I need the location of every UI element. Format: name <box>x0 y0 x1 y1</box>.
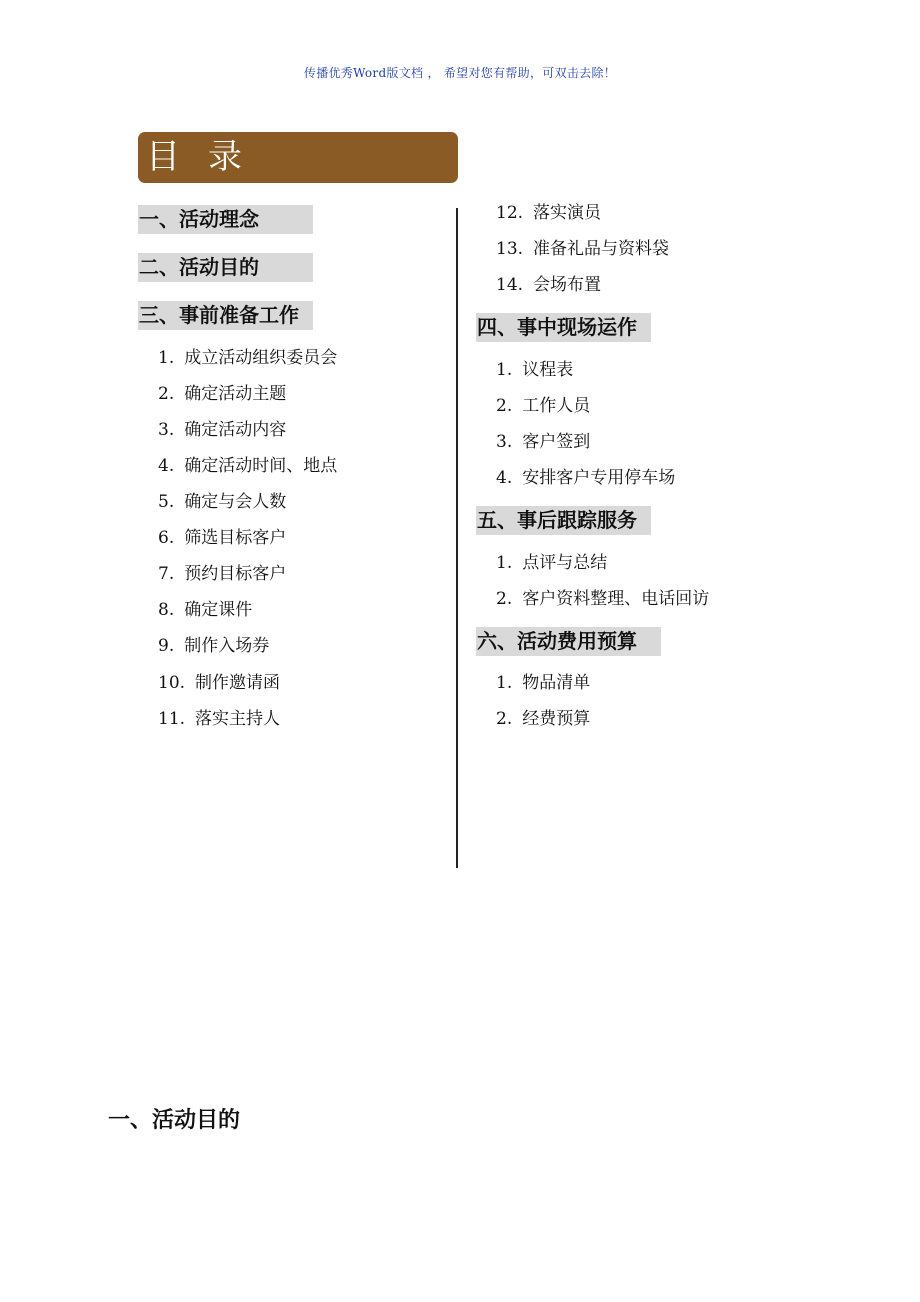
item-text: 客户签到 <box>522 432 591 452</box>
item-number: 7. <box>158 564 175 584</box>
item-number: 2. <box>496 709 513 729</box>
toc-banner <box>138 132 458 183</box>
item-number: 9. <box>158 636 175 656</box>
column-divider <box>456 208 458 868</box>
toc-item-6-2[interactable] <box>496 708 590 730</box>
toc-section-3[interactable]: 三、事前准备工作 <box>138 301 313 330</box>
item-number: 1. <box>496 553 513 573</box>
toc-item-3-4[interactable] <box>158 455 337 477</box>
toc-title: 目录 <box>146 137 270 177</box>
item-number: 1. <box>496 673 513 693</box>
toc-item-3-9[interactable] <box>158 635 269 657</box>
toc-item-3-8[interactable] <box>158 599 252 621</box>
toc-item-4-4[interactable] <box>496 467 675 489</box>
toc-item-4-2[interactable] <box>496 395 590 417</box>
toc-item-6-1[interactable] <box>496 672 590 694</box>
item-number: 13. <box>496 239 524 259</box>
toc-section-4[interactable]: 四、事中现场运作 <box>476 313 651 342</box>
item-text: 会场布置 <box>533 275 602 295</box>
item-number: 1. <box>158 348 175 368</box>
toc-section-5[interactable]: 五、事后跟踪服务 <box>476 506 651 535</box>
item-text: 安排客户专用停车场 <box>522 468 676 488</box>
item-text: 确定课件 <box>184 600 253 620</box>
item-number: 2. <box>496 396 513 416</box>
item-number: 14. <box>496 275 524 295</box>
item-text: 落实演员 <box>533 203 602 223</box>
toc-item-3-5[interactable] <box>158 491 286 513</box>
toc-item-5-1[interactable] <box>496 552 607 574</box>
item-text: 经费预算 <box>522 709 591 729</box>
toc-item-3-12[interactable] <box>496 202 601 224</box>
item-text: 确定活动时间、地点 <box>184 456 338 476</box>
item-text: 点评与总结 <box>522 553 608 573</box>
item-text: 确定活动内容 <box>184 420 287 440</box>
toc-item-3-14[interactable] <box>496 274 601 296</box>
item-text: 准备礼品与资料袋 <box>533 239 670 259</box>
item-number: 12. <box>496 203 524 223</box>
item-text: 成立活动组织委员会 <box>184 348 338 368</box>
item-number: 4. <box>496 468 513 488</box>
item-text: 确定活动主题 <box>184 384 287 404</box>
item-text: 议程表 <box>522 360 574 380</box>
item-number: 3. <box>158 420 175 440</box>
item-text: 物品清单 <box>522 673 591 693</box>
toc-item-3-2[interactable] <box>158 383 286 405</box>
item-text: 确定与会人数 <box>184 492 287 512</box>
item-number: 2. <box>496 589 513 609</box>
item-text: 预约目标客户 <box>184 564 287 584</box>
item-number: 4. <box>158 456 175 476</box>
toc-section-2[interactable]: 二、活动目的 <box>138 253 313 282</box>
item-number: 5. <box>158 492 175 512</box>
toc-item-4-1[interactable] <box>496 359 573 381</box>
item-number: 2. <box>158 384 175 404</box>
item-number: 3. <box>496 432 513 452</box>
section-heading: 一、活动目的 <box>108 1108 241 1133</box>
toc-item-4-3[interactable] <box>496 431 590 453</box>
toc-item-3-7[interactable] <box>158 563 286 585</box>
toc-item-3-3[interactable] <box>158 419 286 441</box>
item-text: 客户资料整理、电话回访 <box>522 589 710 609</box>
toc-section-1[interactable]: 一、活动理念 <box>138 205 313 234</box>
item-text: 制作入场券 <box>184 636 270 656</box>
item-number: 10. <box>158 673 186 693</box>
item-number: 6. <box>158 528 175 548</box>
item-number: 11. <box>158 709 186 729</box>
toc-item-3-11[interactable] <box>158 708 280 730</box>
toc-item-3-10[interactable] <box>158 672 280 694</box>
item-number: 1. <box>496 360 513 380</box>
item-number: 8. <box>158 600 175 620</box>
item-text: 工作人员 <box>522 396 591 416</box>
item-text: 制作邀请函 <box>195 673 281 693</box>
toc-item-5-2[interactable] <box>496 588 709 610</box>
toc-item-3-1[interactable] <box>158 347 337 369</box>
toc-item-3-6[interactable] <box>158 527 286 549</box>
header-note: 传播优秀Word版文档 ， 希望对您有帮助，可双击去除！ <box>303 66 617 80</box>
toc-section-6[interactable]: 六、活动费用预算 <box>476 627 661 656</box>
toc-item-3-13[interactable] <box>496 238 669 260</box>
item-text: 筛选目标客户 <box>184 528 287 548</box>
item-text: 落实主持人 <box>195 709 281 729</box>
